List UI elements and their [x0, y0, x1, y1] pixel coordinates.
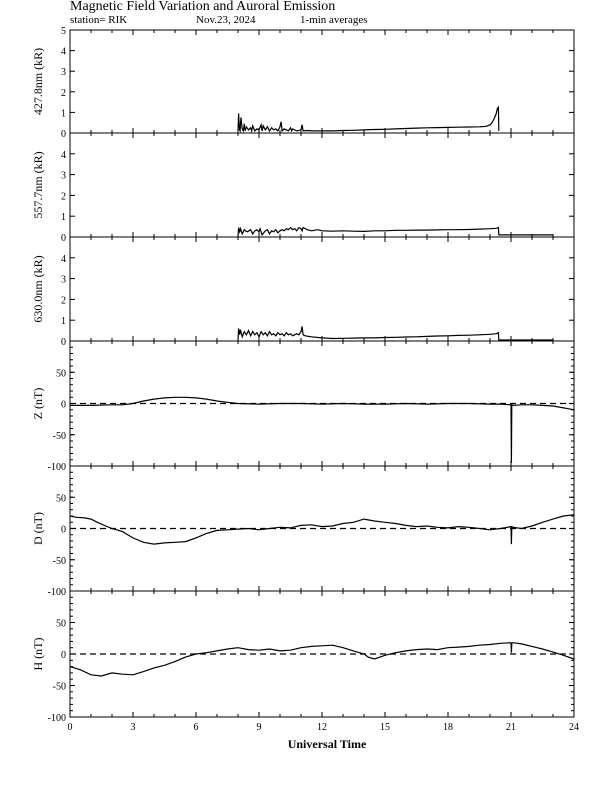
y-tick-label: 0 — [61, 233, 66, 244]
panel-p4278 — [31, 26, 574, 140]
station-label: station= RIK — [70, 14, 128, 26]
y-tick-label: 50 — [56, 618, 66, 630]
y-axis-label: D (nT) — [31, 512, 45, 545]
x-tick-label: 24 — [569, 722, 579, 733]
y-tick-label: 2 — [61, 87, 66, 99]
series-line-p4278 — [238, 107, 499, 131]
panel-p5577 — [31, 133, 574, 244]
y-tick-label: 4 — [61, 46, 66, 58]
x-tick-label: 0 — [67, 722, 73, 733]
y-axis-label: H (nT) — [31, 637, 45, 671]
y-tick-label: -100 — [47, 462, 66, 473]
x-tick-label: 18 — [443, 722, 453, 733]
x-axis-label: Universal Time — [287, 737, 367, 751]
y-tick-label: 50 — [56, 368, 66, 380]
panel-frame — [70, 133, 574, 237]
panel-frame — [70, 237, 574, 341]
y-tick-label: 1 — [61, 316, 66, 328]
y-tick-label: 4 — [61, 149, 66, 161]
series-line-pZ — [70, 397, 574, 463]
y-tick-label: 0 — [61, 337, 66, 348]
chart-title: Magnetic Field Variation and Auroral Emission — [70, 0, 336, 14]
x-tick-label: 12 — [317, 722, 327, 733]
y-tick-label: 4 — [61, 253, 66, 265]
y-tick-label: -50 — [52, 555, 66, 567]
y-tick-label: -100 — [47, 587, 66, 598]
y-axis-label: 427.8nm (kR) — [31, 47, 45, 116]
y-axis-label: Z (nT) — [31, 387, 45, 420]
series-line-p6300 — [238, 326, 553, 340]
x-tick-label: 15 — [380, 722, 390, 733]
y-axis-label: 630.0nm (kR) — [31, 255, 45, 323]
series-line-pD — [70, 515, 574, 544]
y-tick-label: 0 — [61, 524, 66, 536]
panel-p6300 — [31, 237, 574, 348]
x-tick-label: 9 — [256, 722, 262, 733]
averaging-label: 1-min averages — [300, 14, 368, 26]
y-tick-label: 2 — [61, 295, 66, 307]
y-tick-label: 1 — [61, 108, 66, 120]
series-line-pH — [70, 643, 574, 676]
panel-pD — [31, 466, 574, 598]
date-label: Nov.23, 2024 — [196, 14, 256, 26]
x-tick-label: 3 — [130, 722, 136, 733]
chart-panels — [31, 26, 574, 724]
y-tick-label: -100 — [47, 713, 66, 724]
y-tick-label: 2 — [61, 191, 66, 203]
y-tick-label: 3 — [61, 67, 66, 79]
series-line-p5577 — [238, 228, 553, 236]
y-tick-label: -50 — [52, 430, 66, 442]
y-tick-label: 5 — [61, 26, 66, 37]
y-tick-label: 3 — [61, 170, 66, 182]
panel-pZ — [31, 341, 574, 473]
y-tick-label: 0 — [61, 399, 66, 411]
y-tick-label: -50 — [52, 681, 66, 693]
x-tick-label: 21 — [506, 722, 516, 733]
x-tick-label: 6 — [193, 722, 199, 733]
y-tick-label: 0 — [61, 129, 66, 140]
y-axis-label: 557.7nm (kR) — [31, 151, 45, 219]
y-tick-label: 3 — [61, 274, 66, 286]
y-tick-label: 1 — [61, 212, 66, 224]
panel-pH — [31, 591, 574, 724]
x-axis — [68, 722, 580, 733]
y-tick-label: 50 — [56, 493, 66, 505]
y-tick-label: 0 — [61, 650, 66, 661]
